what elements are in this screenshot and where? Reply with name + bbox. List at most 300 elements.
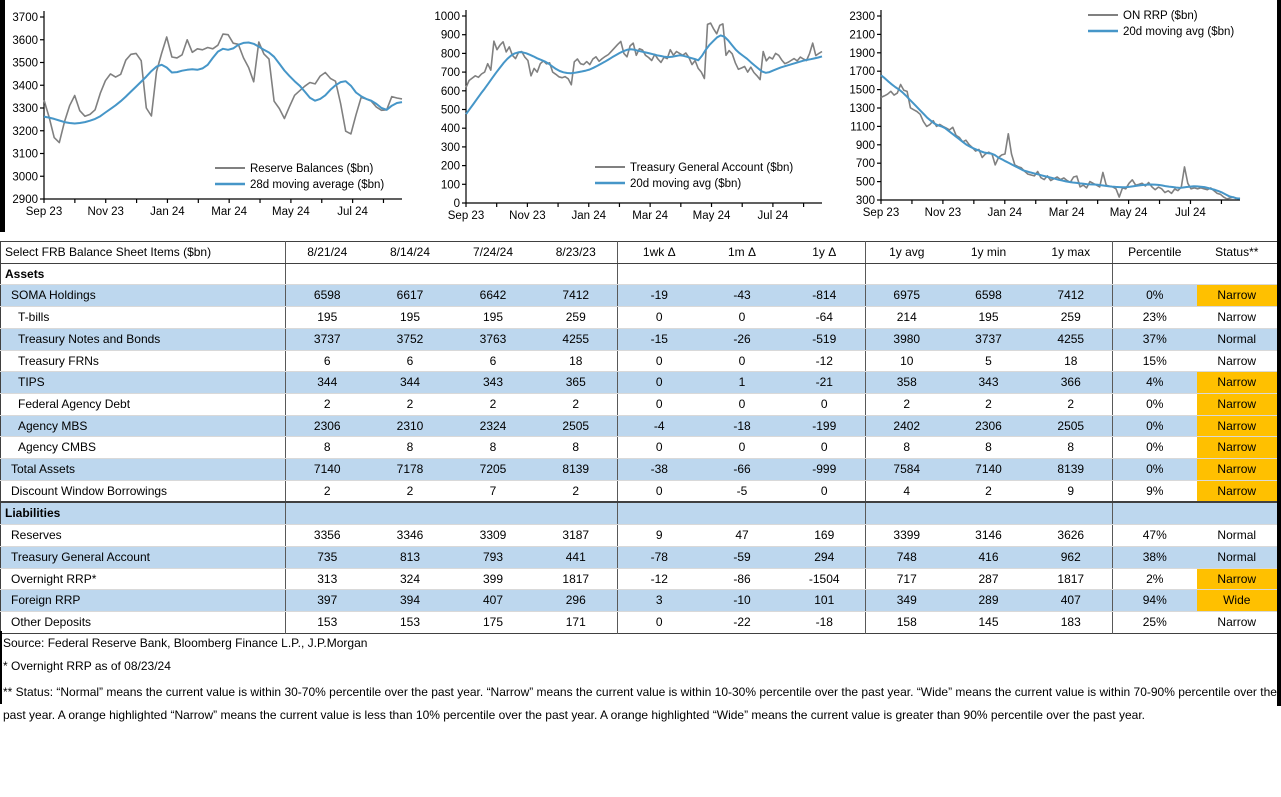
value-cell: -59 [701,546,784,568]
value-cell: 313 [286,568,369,590]
series-line-moving-avg [881,75,1240,198]
percentile-cell: 9% [1113,480,1197,502]
value-cell: -19 [618,285,701,307]
value-cell: -199 [784,415,866,437]
y-tick-label: 1300 [849,103,875,115]
table-row [1,611,1278,633]
percentile-cell: 23% [1113,307,1197,329]
value-cell: 3737 [286,328,369,350]
row-label: Agency MBS [1,415,286,437]
value-cell: 294 [784,546,866,568]
y-tick-label: 2900 [12,194,38,206]
value-cell: 1817 [1030,568,1113,590]
value-cell: 399 [452,568,535,590]
y-tick-label: 1700 [849,66,875,79]
series-line-raw [466,23,822,87]
value-cell: 9 [618,525,701,547]
value-cell: 0 [701,393,784,415]
percentile-cell: 4% [1113,372,1197,394]
value-cell: -43 [701,285,784,307]
status-cell: Normal [1197,525,1278,547]
status-cell: Narrow [1217,614,1257,629]
y-tick-label: 100 [440,179,460,192]
value-cell: 0 [618,393,701,415]
value-cell: -18 [701,415,784,437]
y-tick-label: 3400 [12,80,38,93]
value-cell: 735 [286,546,369,568]
value-cell: -21 [784,372,866,394]
value-cell: 793 [452,546,535,568]
value-cell: 8 [948,437,1030,459]
value-cell: -814 [784,285,866,307]
status-cell: Narrow [1197,307,1278,329]
value-cell: 6975 [866,285,948,307]
percentile-cell: 0% [1113,415,1197,437]
x-tick-label: May 24 [272,206,310,218]
value-cell: 3356 [286,525,369,547]
value-cell: -4 [618,415,701,437]
column-header: 1y Δ [784,242,866,264]
value-cell [784,502,866,524]
value-cell: 259 [535,307,618,329]
series-line-raw [44,34,402,143]
y-tick-label: 700 [855,158,875,171]
value-cell: 717 [866,568,948,590]
percentile-cell: 0% [1113,459,1197,481]
value-cell: 0 [655,614,663,629]
balance-sheet-table [0,241,1278,634]
series-line-moving-avg [44,43,402,124]
row-label: Reserves [1,525,286,547]
value-cell: 8 [535,437,618,459]
value-cell: 3980 [866,328,948,350]
status-cell: Narrow [1197,285,1278,307]
column-header: Percentile [1113,242,1197,264]
x-tick-label: May 24 [1109,207,1148,219]
value-cell: 8 [286,437,369,459]
value-cell: -22 [733,614,751,629]
table-row [1,480,1278,502]
value-cell [866,502,948,524]
value-cell: 158 [896,614,917,629]
series-line-moving-avg [466,35,822,114]
value-cell: 2 [369,480,452,502]
value-cell: 365 [535,372,618,394]
y-tick-label: 1500 [849,84,875,97]
y-tick-label: 400 [440,123,460,136]
y-tick-label: 600 [440,85,460,98]
value-cell: 183 [1030,611,1113,633]
value-cell: 7205 [452,459,535,481]
value-cell: 0 [784,437,866,459]
x-tick-label: Nov 23 [87,206,124,218]
value-cell: -10 [701,590,784,612]
x-tick-label: Jul 24 [1175,207,1206,219]
column-header: 1wk Δ [618,242,701,264]
row-label: Treasury FRNs [1,350,286,372]
value-cell: 0 [618,372,701,394]
value-cell: 195 [286,307,369,329]
y-tick-label: 3700 [12,12,38,24]
value-cell: 2306 [948,415,1030,437]
value-cell: 2310 [369,415,452,437]
status-cell: Narrow [1197,459,1278,481]
percentile-cell: 38% [1113,546,1197,568]
legend-label: Reserve Balances ($bn) [250,163,374,175]
value-cell: 2306 [286,415,369,437]
value-cell [369,502,452,524]
value-cell: 8139 [1030,459,1113,481]
value-cell: 4255 [535,328,618,350]
y-tick-label: 0 [453,198,460,210]
value-cell: 1 [701,372,784,394]
value-cell: 344 [286,372,369,394]
legend-label: 20d moving avg ($bn) [1123,26,1235,38]
value-cell: 7412 [535,285,618,307]
legend-label: 28d moving average ($bn) [250,179,385,191]
value-cell: 358 [866,372,948,394]
value-cell: 343 [948,372,1030,394]
value-cell: 3399 [866,525,948,547]
table-row [1,568,1278,590]
status-cell: Narrow [1197,415,1278,437]
status-cell: Narrow [1197,437,1278,459]
value-cell: 153 [399,614,421,629]
status-cell: Narrow [1197,393,1278,415]
value-cell: 7178 [369,459,452,481]
value-cell: 324 [369,568,452,590]
x-tick-label: Jul 24 [757,210,789,222]
row-label: Overnight RRP* [1,568,286,590]
row-label: Treasury General Account [1,546,286,568]
y-tick-label: 3500 [12,57,38,70]
border-artifact-right [1277,0,1281,706]
table-row [1,459,1278,481]
legend-label: 20d moving avg ($bn) [630,178,742,190]
value-cell [535,502,618,524]
value-cell: -64 [784,307,866,329]
value-cell [701,502,784,524]
value-cell: 2324 [452,415,535,437]
reserve-balances-chart [4,4,406,226]
y-tick-label: 300 [440,141,460,154]
row-label: Treasury Notes and Bonds [1,328,286,350]
value-cell: 7584 [866,459,948,481]
value-cell [784,263,866,285]
value-cell: 9 [1030,480,1113,502]
status-cell: Wide [1197,590,1278,612]
on-rrp-chart [846,4,1276,226]
legend-label: Treasury General Account ($bn) [630,162,794,174]
row-label: Foreign RRP [1,590,286,612]
column-header: 7/24/24 [452,242,535,264]
x-tick-label: Mar 24 [1048,207,1085,219]
legend-label: ON RRP ($bn) [1123,10,1198,22]
value-cell: 18 [1030,350,1113,372]
x-tick-label: Jan 24 [987,207,1023,219]
column-header: 8/21/24 [286,242,369,264]
column-header: 1m Δ [701,242,784,264]
value-cell: 2 [948,480,1030,502]
value-cell: 6642 [452,285,535,307]
value-cell: 2 [866,393,948,415]
treasury-general-account-chart [430,4,830,226]
value-cell: 5 [948,350,1030,372]
percentile-cell: 0% [1113,437,1197,459]
value-cell: 6 [369,350,452,372]
value-cell: 2505 [1030,415,1113,437]
value-cell: 2 [369,393,452,415]
value-cell: 6598 [948,285,1030,307]
section-row [1,502,1278,524]
value-cell: 3146 [948,525,1030,547]
y-tick-label: 3100 [12,148,38,161]
value-cell: 4 [866,480,948,502]
value-cell [701,263,784,285]
x-tick-label: Sep 23 [25,206,63,218]
value-cell: 153 [317,614,338,629]
value-cell: 0 [618,350,701,372]
value-cell: 6 [452,350,535,372]
value-cell: 0 [618,480,701,502]
table-row [1,328,1278,350]
value-cell: 7 [452,480,535,502]
table-row [1,372,1278,394]
value-cell: 441 [535,546,618,568]
value-cell: 47 [701,525,784,547]
value-cell: 407 [1030,590,1113,612]
percentile-cell: 25% [1142,614,1167,629]
table-row [1,525,1278,547]
status-cell: Narrow [1197,568,1278,590]
value-cell: 3763 [452,328,535,350]
y-tick-label: 2100 [849,29,875,42]
source-line: Source: Federal Reserve Bank, Bloomberg Finance L.P., J.P.Morgan [3,636,368,650]
value-cell: 0 [701,307,784,329]
table-title-header: Select FRB Balance Sheet Items ($bn) [1,242,286,264]
value-cell: 195 [948,307,1030,329]
x-tick-label: Mar 24 [211,206,248,218]
y-tick-label: 500 [855,176,875,189]
border-artifact-left [0,0,5,232]
value-cell: 2 [535,393,618,415]
x-tick-label: Jan 24 [150,206,185,218]
footnote-status-definition: ** Status: “Normal” means the current value is within 30-70% percentile over the past year. “Narrow” means the current value is within 10-30% percentile over the past year. “Wide” means the current value is within 70-90% percentile over the past year. A orange highlighted “Narrow” means the current value is less than 10% percentile over the past year. A orange highlighted “Wide” means the current value is greater than 90% percentile over the past year. [3,685,1277,722]
value-cell: 145 [978,614,999,629]
x-tick-label: Sep 23 [862,207,900,219]
value-cell: 344 [369,372,452,394]
value-cell: 0 [618,307,701,329]
status-cell [1197,263,1278,285]
row-label: Assets [1,263,286,285]
value-cell [452,502,535,524]
value-cell: 195 [452,307,535,329]
value-cell: -18 [784,611,866,633]
status-cell: Narrow [1197,350,1278,372]
value-cell: -78 [618,546,701,568]
value-cell: 416 [948,546,1030,568]
value-cell: -15 [618,328,701,350]
value-cell: 394 [369,590,452,612]
value-cell: 1817 [535,568,618,590]
x-tick-label: Nov 23 [924,207,962,219]
value-cell [286,502,369,524]
row-label: Other Deposits [1,611,286,633]
value-cell: 3737 [948,328,1030,350]
row-label: SOMA Holdings [1,285,286,307]
value-cell: -5 [701,480,784,502]
value-cell: 2 [452,393,535,415]
value-cell: 7140 [948,459,1030,481]
value-cell [618,502,701,524]
percentile-cell: 0% [1113,285,1197,307]
status-cell: Normal [1197,328,1278,350]
value-cell: 8 [452,437,535,459]
value-cell: 407 [452,590,535,612]
row-label: Agency CMBS [1,437,286,459]
value-cell: -38 [618,459,701,481]
value-cell: 3346 [369,525,452,547]
value-cell: 214 [866,307,948,329]
value-cell: -12 [784,350,866,372]
percentile-cell [1113,502,1197,524]
row-label: Liabilities [1,502,286,524]
percentile-cell: 37% [1113,328,1197,350]
value-cell: 366 [1030,372,1113,394]
value-cell: 2402 [866,415,948,437]
value-cell: 2 [1030,393,1113,415]
table-row [1,285,1278,307]
value-cell [286,263,369,285]
value-cell [618,263,701,285]
value-cell: 296 [535,590,618,612]
value-cell: 813 [369,546,452,568]
value-cell: 169 [784,525,866,547]
value-cell: 289 [948,590,1030,612]
percentile-cell: 47% [1113,525,1197,547]
x-tick-label: Mar 24 [632,210,669,222]
value-cell: 195 [369,307,452,329]
row-label: T-bills [1,307,286,329]
percentile-cell: 0% [1113,393,1197,415]
y-tick-label: 200 [440,160,460,173]
value-cell: 3626 [1030,525,1113,547]
x-tick-label: May 24 [692,210,731,222]
value-cell: 3187 [535,525,618,547]
value-cell: 6598 [286,285,369,307]
y-tick-label: 700 [440,67,460,80]
value-cell: 7412 [1030,285,1113,307]
value-cell: 171 [535,611,618,633]
value-cell: 2 [286,393,369,415]
value-cell: 287 [948,568,1030,590]
y-tick-label: 900 [440,29,460,42]
column-header: 1y max [1030,242,1113,264]
x-tick-label: Jul 24 [337,206,368,218]
column-header: 8/23/23 [535,242,618,264]
value-cell: 2 [948,393,1030,415]
value-cell: -12 [618,568,701,590]
value-cell: 748 [866,546,948,568]
status-cell: Narrow [1197,372,1278,394]
value-cell [1030,502,1113,524]
table-row [1,546,1278,568]
row-label: Discount Window Borrowings [1,480,286,502]
value-cell: -66 [701,459,784,481]
y-tick-label: 3600 [12,34,38,47]
value-cell: 0 [701,437,784,459]
table-row [1,415,1278,437]
value-cell: 175 [482,614,504,629]
y-tick-label: 3000 [12,171,38,184]
table-row [1,393,1278,415]
column-header: 8/14/24 [369,242,452,264]
value-cell: 2 [535,480,618,502]
section-row [1,263,1278,285]
value-cell [452,263,535,285]
row-label: Total Assets [1,459,286,481]
value-cell: 8 [1030,437,1113,459]
percentile-cell: 2% [1113,568,1197,590]
value-cell: 343 [452,372,535,394]
percentile-cell [1113,263,1197,285]
value-cell [948,502,1030,524]
table-row [1,590,1278,612]
table-row [1,307,1278,329]
y-tick-label: 1000 [434,11,460,23]
footnote-overnight-rrp: * Overnight RRP as of 08/23/24 [3,659,171,673]
value-cell: 4255 [1030,328,1113,350]
value-cell: 397 [286,590,369,612]
value-cell: 3752 [369,328,452,350]
value-cell: 962 [1030,546,1113,568]
value-cell: 8 [369,437,452,459]
percentile-cell: 15% [1113,350,1197,372]
value-cell [369,263,452,285]
value-cell: 3309 [452,525,535,547]
value-cell: -26 [701,328,784,350]
value-cell: 101 [784,590,866,612]
y-tick-label: 1900 [849,47,875,60]
value-cell: 6617 [369,285,452,307]
value-cell [948,263,1030,285]
value-cell: 8139 [535,459,618,481]
status-cell: Narrow [1197,480,1278,502]
x-tick-label: Nov 23 [509,210,546,222]
value-cell: -1504 [784,568,866,590]
value-cell [535,263,618,285]
x-tick-label: Jan 24 [571,210,607,222]
series-line-raw [881,85,1240,199]
row-label: Federal Agency Debt [1,393,286,415]
value-cell: 259 [1030,307,1113,329]
value-cell: 0 [784,393,866,415]
value-cell: 10 [866,350,948,372]
y-tick-label: 3200 [12,125,38,138]
value-cell: 8 [866,437,948,459]
value-cell: 0 [701,350,784,372]
value-cell: -86 [701,568,784,590]
y-tick-label: 500 [440,104,460,117]
status-cell: Normal [1197,546,1278,568]
column-header: 1y avg [866,242,948,264]
y-tick-label: 900 [855,139,875,152]
value-cell [866,263,948,285]
y-tick-label: 800 [440,48,460,61]
value-cell [1030,263,1113,285]
value-cell: 2505 [535,415,618,437]
table-row [1,437,1278,459]
